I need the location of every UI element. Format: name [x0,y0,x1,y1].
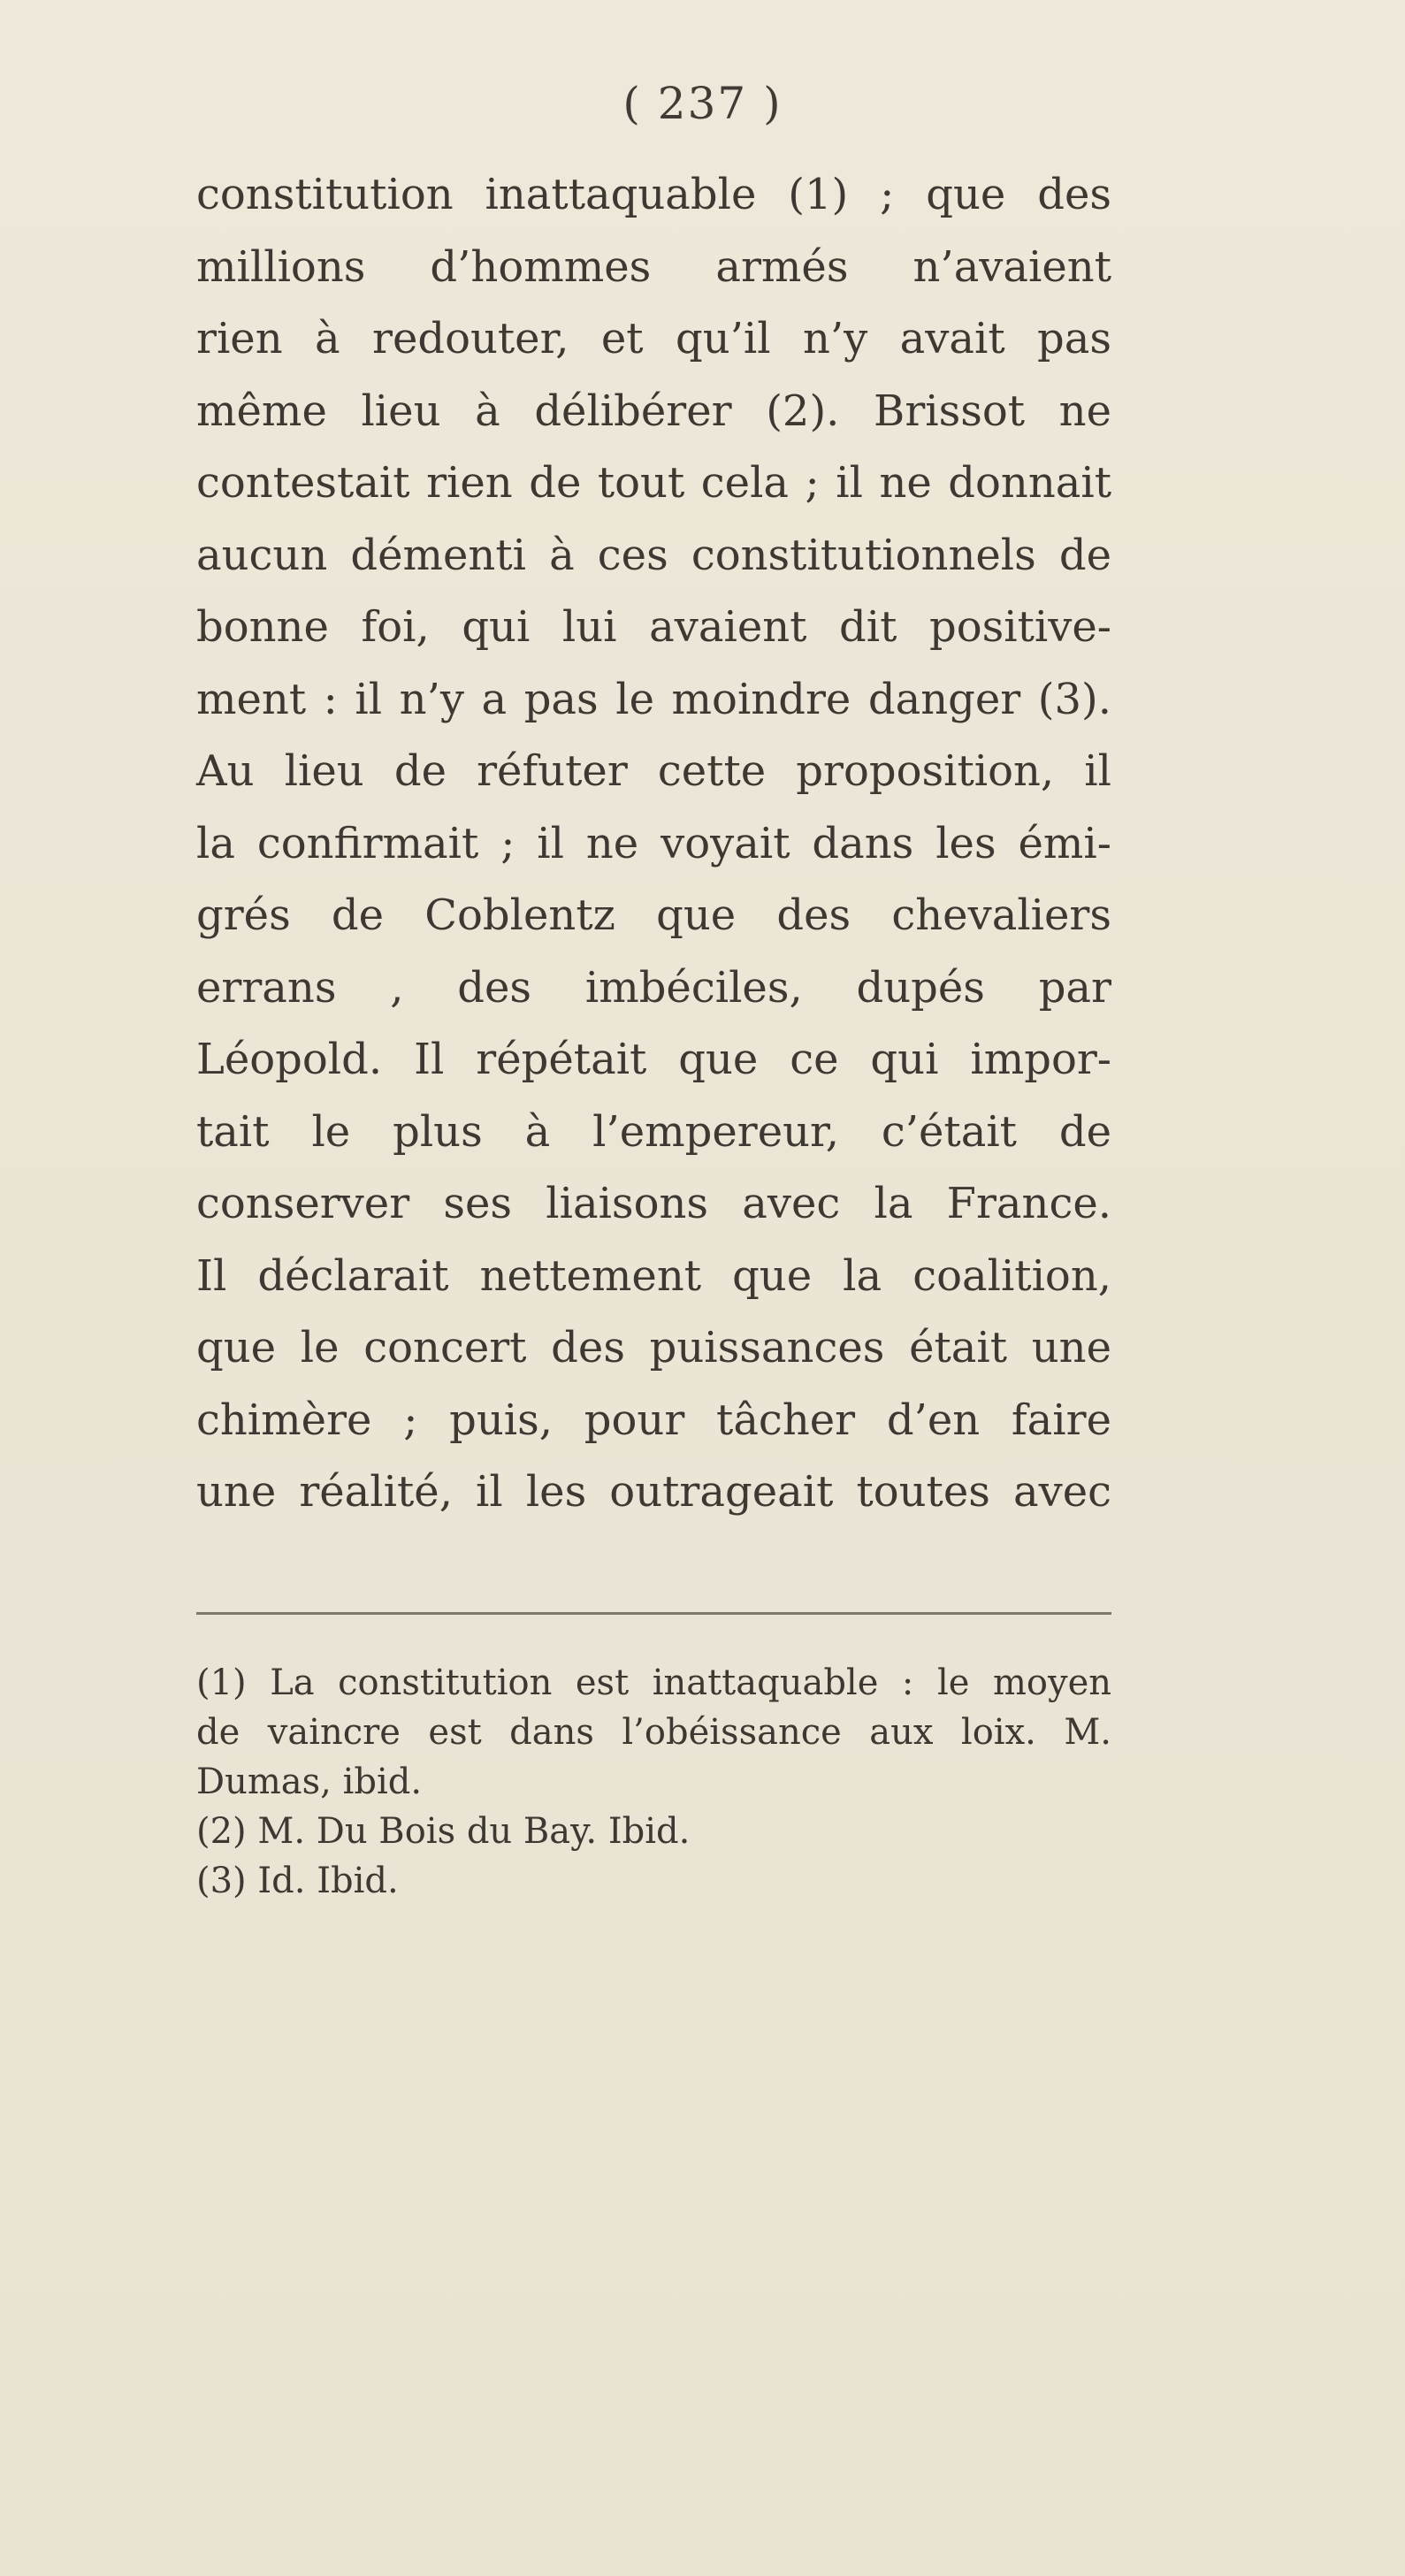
footnote-1-line-1: (1) La constitution est inattaquable : le moyen [196,1663,1111,1703]
text-line-12: errans , des imbéciles, dupés par [196,962,1111,1013]
text-line-6: aucun démenti à ces constitutionnels de [196,530,1111,580]
text-line-14: tait le plus à l’empereur, c’était de [196,1106,1111,1157]
text-line-11: grés de Coblentz que des chevaliers [196,891,1111,940]
text-line-5: contestait rien de tout cela ; il ne donnait [196,458,1111,508]
text-line-17: que le concert des puissances était une [196,1323,1111,1372]
text-line-10: la confirmait ; il ne voyait dans les émi- [196,818,1111,868]
footnote-3: (3) Id. Ibid. [196,1861,399,1901]
text-line-15: conserver ses liaisons avec la France. [196,1179,1111,1228]
text-line-2: millions d’hommes armés n’avaient [196,241,1111,292]
text-line-3: rien à redouter, et qu’il n’y avait pas [196,314,1111,363]
page-number: ( 237 ) [622,78,783,129]
text-line-4: même lieu à délibérer (2). Brissot ne [196,386,1111,436]
text-line-18: chimère ; puis, pour tâcher d’en faire [196,1395,1111,1445]
text-line-13: Léopold. Il répétait que ce qui impor- [196,1035,1111,1084]
text-line-1: constitution inattaquable (1) ; que des [196,170,1111,219]
text-line-9: Au lieu de réfuter cette proposition, il [196,746,1111,796]
footnote-1-line-3: Dumas, ibid. [196,1762,423,1802]
footnote-divider [196,1612,1111,1615]
text-line-19: une réalité, il les outrageait toutes avec [196,1467,1111,1517]
footnote-2: (2) M. Du Bois du Bay. Ibid. [196,1811,691,1852]
main-text [196,159,1111,1529]
text-line-16: Il déclarait nettement que la coalition, [196,1250,1111,1301]
footnotes [196,1658,1111,1906]
text-line-7: bonne foi, qui lui avaient dit positive- [196,602,1111,652]
text-line-8: ment : il n’y a pas le moindre danger (3). [196,674,1111,724]
footnote-1-line-2: de vaincre est dans l’obéissance aux loix. M. [196,1712,1111,1753]
